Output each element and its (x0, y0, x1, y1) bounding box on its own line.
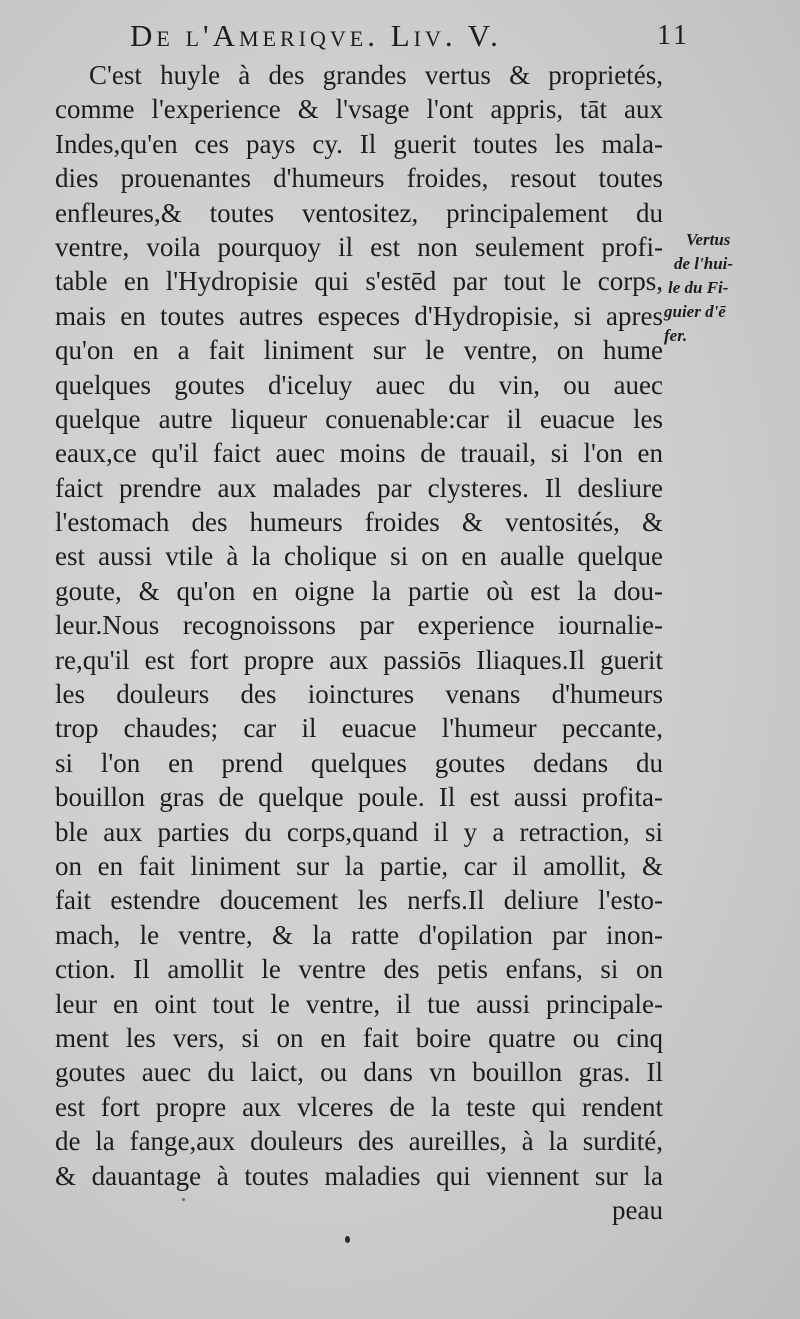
text-line: faict prendre aux malades par clysteres. Il desliure (55, 472, 663, 503)
text-line: eaux,ce qu'il faict auec moins de trauail, si l'on en (55, 438, 663, 469)
marginal-note-line: Vertus (686, 230, 731, 249)
page-header (130, 18, 690, 58)
text-line: goutes auec du laict, ou dans vn bouillon gras. Il (55, 1057, 663, 1088)
text-line: de la fange,aux douleurs des aureilles, à la surdité, (55, 1126, 663, 1157)
text-line: fait estendre doucement les nerfs.Il deliure l'esto- (55, 885, 663, 916)
ink-speck (345, 1236, 350, 1243)
text-line: re,qu'il est fort propre aux passiōs Iliaques.Il guerit (55, 644, 663, 675)
text-line: ble aux parties du corps,quand il y a retraction, si (55, 816, 663, 847)
text-line: leur.Nous recognoissons par experience iournalie- (55, 610, 663, 641)
text-line: dies prouenantes d'humeurs froides, resout toutes (55, 163, 663, 194)
marginal-note-line: de l'hui- (674, 254, 734, 273)
text-line: qu'on en a fait liniment sur le ventre, on hume (55, 335, 663, 366)
page-number: 11 (657, 20, 690, 51)
text-line: quelques goutes d'iceluy auec du vin, ou auec (55, 369, 663, 400)
text-line: est aussi vtile à la cholique si on en aualle quelque (55, 541, 663, 572)
text-line: est fort propre aux vlceres de la teste qui rendent (55, 1091, 663, 1122)
text-line: trop chaudes; car il euacue l'humeur peccante, (55, 713, 663, 744)
text-line: ventre, voila pourquoy il est non seulement profi- (55, 231, 663, 262)
text-line: ction. Il amollit le ventre des petis enfans, si on (55, 954, 663, 985)
text-line: ment les vers, si on en fait boire quatre ou cinq (55, 1022, 663, 1053)
text-line: leur en oint tout le ventre, il tue aussi principale- (55, 988, 663, 1019)
ink-speck (182, 1198, 185, 1201)
text-line: mais en toutes autres especes d'Hydropisie, si apres (55, 300, 663, 331)
text-line: les douleurs des ioinctures venans d'humeurs (55, 679, 663, 710)
text-line: Indes,qu'en ces pays cy. Il guerit toutes les mala- (55, 128, 663, 159)
text-line: table en l'Hydropisie qui s'estēd par tout le corps, (55, 266, 663, 297)
running-head: De l'Ameriqve. Liv. V. (130, 18, 502, 53)
text-line: si l'on en prend quelques goutes dedans du (55, 747, 663, 778)
main-text-block (55, 58, 663, 1227)
catchword: peau (612, 1194, 663, 1225)
text-line: mach, le ventre, & la ratte d'opilation par inon- (55, 919, 663, 950)
text-line: quelque autre liqueur conuenable:car il euacue les (55, 403, 663, 434)
marginal-note (664, 228, 784, 348)
text-line: bouillon gras de quelque poule. Il est aussi profita- (55, 782, 663, 813)
text-line: enfleures,& toutes ventositez, principalement du (55, 197, 663, 228)
text-line: l'estomach des humeurs froides & ventosités, & (55, 507, 663, 538)
text-line: on en fait liniment sur la partie, car il amollit, & (55, 850, 663, 881)
text-line: goute, & qu'on en oigne la partie où est la dou- (55, 575, 663, 606)
text-line: & dauantage à toutes maladies qui viennent sur la (55, 1160, 663, 1191)
text-line: comme l'experience & l'vsage l'ont appris, tāt aux (55, 94, 663, 125)
marginal-note-line: fer. (664, 326, 688, 345)
marginal-note-line: guier d'ē (664, 302, 726, 321)
text-line: C'est huyle à des grandes vertus & proprietés, (89, 60, 663, 90)
marginal-note-line: le du Fi- (668, 278, 729, 297)
